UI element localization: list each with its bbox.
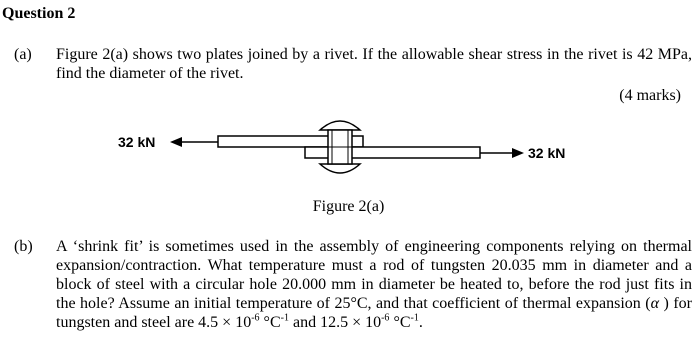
exponent-4: -1 xyxy=(410,312,419,324)
part-b-text-5: °C xyxy=(389,314,411,331)
exponent-1: -6 xyxy=(251,312,260,324)
right-force-arrowhead xyxy=(512,148,524,158)
part-b-text-3: °C xyxy=(259,314,281,331)
part-b-text-4: and 12.5 × 10 xyxy=(288,314,382,331)
rivet-top-head xyxy=(320,121,360,130)
left-force-arrowhead xyxy=(170,137,182,147)
part-b-label: (b) xyxy=(14,238,33,255)
right-force-label: 32 kN xyxy=(528,145,566,161)
part-a-marks: (4 marks) xyxy=(619,87,681,104)
exponent-3: -6 xyxy=(381,312,390,324)
rivet-figure xyxy=(100,118,600,188)
left-force-label: 32 kN xyxy=(118,134,156,150)
part-b-text-6: . xyxy=(418,314,423,331)
part-b-text-2: ) for tungsten and steel are 4.5 × 10 xyxy=(56,295,693,331)
exponent-2: -1 xyxy=(280,312,289,324)
part-b-text xyxy=(56,237,692,332)
rivet-bottom-head xyxy=(320,164,360,173)
part-a-text: Figure 2(a) shows two plates joined by a rivet. If the allowable shear stress in the rivet is 42 MPa, find the diameter of the rivet. xyxy=(56,46,692,82)
alpha-symbol: α xyxy=(650,295,660,312)
part-b-text-1: A ‘shrink fit’ is sometimes used in the assembly of engineering components relying on thermal expansion/contraction. What temperature must a rod of tungsten 20.035 mm in diameter and a block of steel with a circular hole 20.000 mm in diameter be heated to, before the rod just fits in the hole? Assume an initial temperature of 25°C, and that coefficient of thermal expansion ( xyxy=(56,238,692,312)
part-a-label: (a) xyxy=(14,46,32,63)
figure-caption: Figure 2(a) xyxy=(312,198,385,215)
question-title: Question 2 xyxy=(2,5,76,22)
